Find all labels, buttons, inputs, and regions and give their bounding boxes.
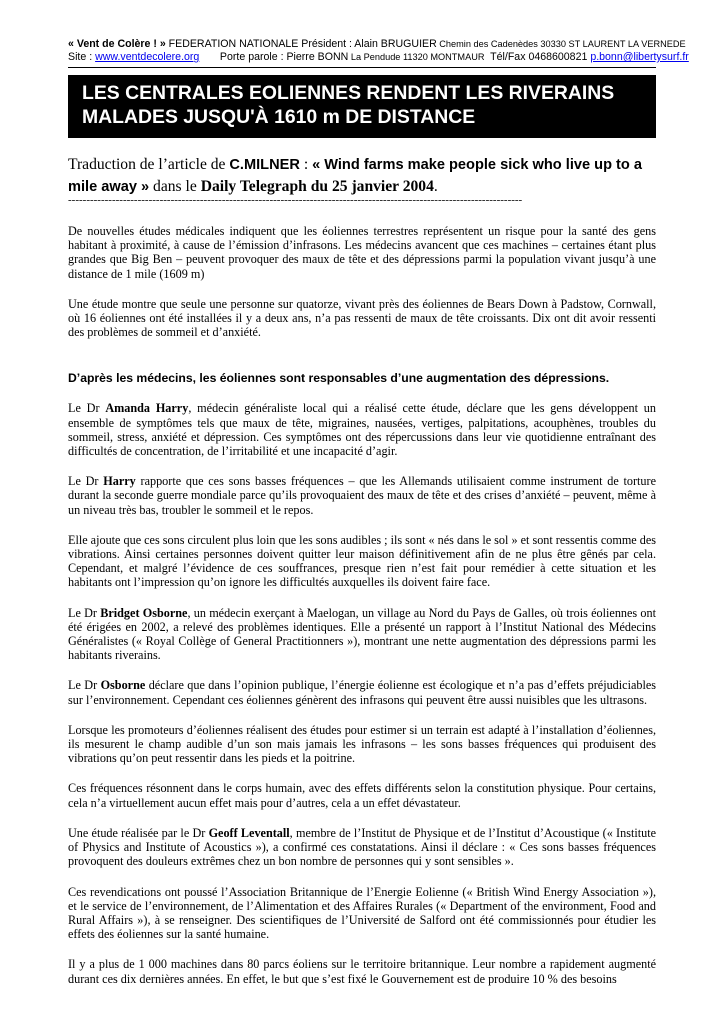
translation-source: Daily Telegraph du 25 janvier 2004	[200, 178, 434, 195]
translation-end: .	[433, 178, 438, 195]
header-divider	[68, 67, 656, 68]
paragraph-10-text: , membre de l’Institut de Physique et de l’Institut d’Acoustique (« Institute of Physics and Institute of Acoustics »), a confirmé ces constatations. Ainsi il déclare : « Ces sons basses fréquences provoquent des douleurs extrêmes chez un bon nombre de personnes qui y sont sensibles ».	[68, 825, 656, 869]
paragraph-3-lead: Le Dr	[68, 401, 106, 416]
translation-sep: :	[299, 156, 313, 173]
header-address: Chemin des Cadenèdes 30330 ST LAURENT LA VERNEDE	[436, 39, 686, 49]
header-org-name: « Vent de Colère ! »	[68, 38, 166, 50]
paragraph-4	[68, 474, 656, 517]
article-body	[68, 224, 656, 1002]
paragraph-7	[68, 678, 656, 706]
paragraph-8: Lorsque les promoteurs d’éoliennes réalisent des études pour estimer si un terrain est adapté à l’installation d’éoliennes, ils mesurent le champ audible d’un son mais jamais les infrasons – les sons basses fréquences qui produisent des vibrations qu’on peut ressentir dans les pieds et la poitrine.	[68, 722, 656, 766]
paragraph-3-text: , médecin généraliste local qui a réalisé cette étude, déclare que les gens développent un ensemble de symptômes tels que maux de tête, migraines, nausées, vertiges, palpitations, acouphènes, troubles du sommeil, stress, anxiété et dépression. Ces symptômes ont des répercussions dans leur vie quotidienne entraînant des difficultés de concentration, de l’irritabilité et une incapacité d’agir.	[68, 401, 656, 459]
person-name: Geoff Leventall	[208, 825, 290, 840]
translation-prefix: Traduction de l’article de	[68, 156, 230, 173]
paragraph-6-text: , un médecin exerçant à Maelogan, un village au Nord du Pays de Galles, où trois éoliennes ont été érigées en 2002, a relevé des problèmes identiques. Elle a présenté un rapport à l’Institut National des Médecins Généralistes (« Royal Collège of General Practitionners »), montrant une nette augmentation des dépressions parmi les habitants riverains.	[68, 605, 656, 663]
paragraph-3	[68, 401, 656, 458]
header-site-label: Site :	[68, 51, 96, 63]
paragraph-4-lead: Le Dr	[68, 474, 104, 489]
title-banner	[68, 75, 656, 138]
person-name: Amanda Harry	[105, 401, 189, 416]
header-porte-address: La Pendude 11320 MONTMAUR	[348, 52, 485, 62]
header-tel: Tél/Fax 0468600821	[484, 51, 591, 63]
header-site-link[interactable]: www.ventdecolere.org	[95, 51, 200, 63]
paragraph-9: Ces fréquences résonnent dans le corps humain, avec des effets différents selon la constitution physique. Pour certains, cela n’a virtuellement aucun effet mais pour d’autres, cela a un effet dévastateur.	[68, 781, 656, 810]
header-federation: FEDERATION NATIONALE Président : Alain BRUGUIER	[165, 38, 437, 50]
title-line-1: LES CENTRALES EOLIENNES RENDENT LES RIVERAINS	[82, 82, 615, 104]
section-subheading: D’après les médecins, les éoliennes sont responsables d’une augmentation des dépressions.	[68, 371, 610, 386]
paragraph-7-lead: Le Dr	[68, 678, 101, 693]
paragraph-11: Ces revendications ont poussé l’Association Britannique de l’Energie Eolienne (« British Wind Energy Association »), et le service de l’environnement, de l’Alimentation et des Affaires Rurales (« Department of the environment, Food and Rural Affairs »), à se renseigner. Des scientifiques de l’Université de Salford ont été commissionnés pour étudier les effets des éoliennes sur la santé humaine.	[68, 884, 656, 942]
paragraph-6	[68, 606, 656, 663]
paragraph-1: De nouvelles études médicales indiquent que les éoliennes terrestres représentent un risque pour la santé des gens habitant à proximité, à cause de l’émission d’infrasons. Les médecins avancent que ces machines – certaines étant plus grandes que Big Ben – peuvent provoquer des maux de tête et des dépressions parmi la population vivant jusqu’à une distance de 1 mile (1609 m)	[68, 224, 656, 281]
person-name: Bridget Osborne	[100, 605, 188, 620]
dashed-separator: ----------------------------------------------------------------------------------------------------------------------------	[68, 194, 523, 206]
paragraph-2: Une étude montre que seule une personne sur quatorze, vivant près des éoliennes de Bears Down à Padstow, Cornwall, où 16 éoliennes ont été installées il y a deux ans, n’a pas ressenti de maux de tête croissants. Dix ont dit avoir ressenti des problèmes de sommeil et d’anxiété.	[68, 296, 656, 340]
paragraph-10	[68, 826, 656, 869]
header-line-1	[68, 38, 686, 51]
translation-note	[68, 154, 656, 198]
paragraph-7-text: déclare que dans l’opinion publique, l’énergie éolienne est écologique et n’a pas d’effets préjudiciables sur l’environnement. Cependant ces éoliennes génèrent des infrasons qui peuvent être aussi nuisibles que les ultrasons.	[68, 678, 656, 707]
translation-author: C.MILNER	[229, 157, 300, 173]
paragraph-4-text: rapporte que ces sons basses fréquences – que les Allemands utilisaient comme instrument de torture durant la seconde guerre mondiale parce qu’ils provoquaient des maux de tête et des crises d’anxiété – peuvent, même à un niveau très bas, troubler le sommeil et le repos.	[68, 474, 656, 517]
paragraph-6-lead: Le Dr	[68, 605, 101, 620]
title-line-2: MALADES JUSQU'À 1610 m DE DISTANCE	[82, 106, 476, 128]
person-name: Osborne	[100, 678, 146, 693]
paragraph-5: Elle ajoute que ces sons circulent plus loin que les sons audibles ; ils sont « nés dans le sol » et sont ressentis comme des vibrations. Ainsi certaines personnes doivent quitter leur maison définitivement afin de ne plus être gênés par cela. Cependant, et malgré l’évidence de ces souffrances, presque rien n’est fait pour remédier à cette situation et les habitants ont l’impression qu’on ignore les difficultés auxquelles ils doivent faire face.	[68, 532, 656, 590]
translation-mid: dans le	[149, 178, 201, 195]
translation-article-title: « Wind farms make people sick who live up to a mile away »	[68, 157, 643, 195]
paragraph-10-lead: Une étude réalisée par le Dr	[68, 825, 209, 840]
header-line-2	[68, 51, 689, 64]
person-name: Harry	[103, 474, 136, 489]
paragraph-12: Il y a plus de 1 000 machines dans 80 parcs éoliens sur le territoire britannique. Leur nombre a rapidement augmenté durant ces dix dernières années. En effet, le but que s’est fixé le Gouvernement est de produire 10 % des besoins	[68, 957, 656, 986]
header-porte-parole: Porte parole : Pierre BONN	[199, 51, 349, 63]
header-email-link[interactable]: p.bonn@libertysurf.fr	[590, 51, 689, 63]
